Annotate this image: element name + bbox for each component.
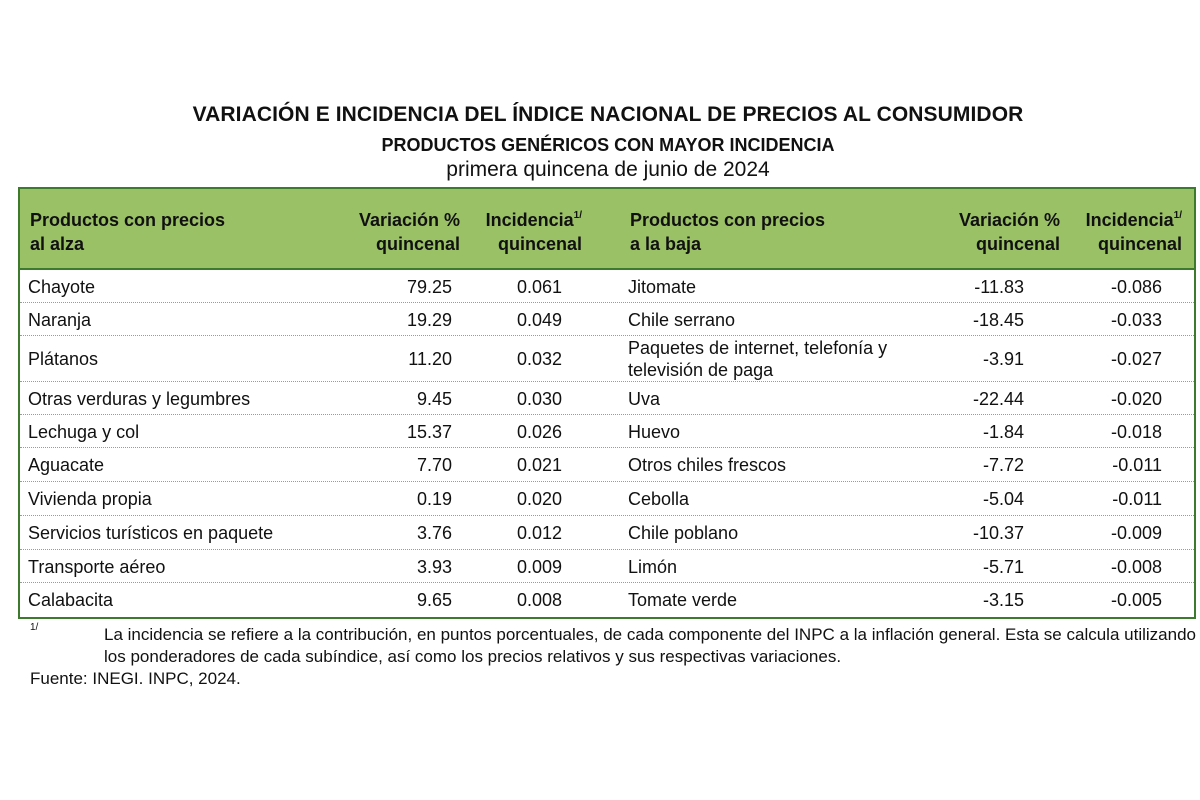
cell-up-product: Transporte aéreo [28,557,166,577]
cell-down-product: Huevo [628,422,681,442]
cell-up-product: Vivienda propia [28,489,152,509]
cell-down-incidence: -0.027 [1110,349,1162,369]
cell-down-variation: -18.45 [972,310,1024,330]
cell-down-variation: -11.83 [974,277,1024,297]
cell-up-incidence: 0.012 [516,523,562,543]
cell-down-product: Tomate verde [628,590,738,610]
header-down-products-line2: a la baja [630,234,702,254]
cell-down-product: Otros chiles frescos [628,455,787,475]
table-row [20,270,1194,303]
cell-down-variation: -5.71 [982,557,1024,577]
table-row [20,382,1194,415]
header-up-variation-line2: quincenal [375,234,460,254]
cell-down-product: Cebolla [628,489,690,509]
header-down-variation [920,208,1060,256]
cell-down-incidence: -0.033 [1110,310,1162,330]
cell-up-incidence: 0.026 [516,422,562,442]
cell-up-incidence: 0.008 [516,590,562,610]
cell-down-variation: -22.44 [972,389,1024,409]
cell-up-variation: 79.25 [406,277,452,297]
cell-up-product: Calabacita [28,590,114,610]
table-row [20,448,1194,482]
header-up-products [30,208,225,256]
cell-up-variation: 3.93 [416,557,452,577]
cell-down-product: Chile poblano [628,523,739,543]
cell-up-incidence: 0.021 [516,455,562,475]
cell-down-product [628,337,928,381]
header-down-incidence-sup: 1/ [1173,210,1182,221]
cell-down-incidence: -0.018 [1110,422,1162,442]
cell-down-incidence: -0.008 [1110,557,1162,577]
cell-up-variation: 11.20 [408,349,452,369]
table-row [20,336,1194,382]
footnote-mark: 1/ [30,622,39,633]
title-line-3: primera quincena de junio de 2024 [446,158,770,181]
cell-down-incidence: -0.009 [1110,523,1162,543]
header-down-variation-line1: Variación % [958,210,1060,230]
cell-up-product: Otras verduras y legumbres [28,389,251,409]
table-row [20,516,1194,550]
cell-down-variation: -1.84 [982,422,1024,442]
cell-down-product: Jitomate [628,277,697,297]
cell-up-incidence: 0.009 [516,557,562,577]
header-down-products-line1: Productos con precios [630,210,826,230]
header-up-variation-line1: Variación % [358,210,460,230]
cell-down-variation: -7.72 [982,455,1024,475]
cell-down-product: Chile serrano [628,310,736,330]
cell-up-product: Lechuga y col [28,422,140,442]
cell-down-product: Uva [628,389,661,409]
cell-down-variation: -3.91 [982,349,1024,369]
cell-up-variation: 9.65 [416,590,452,610]
cell-down-product-line1: Paquetes de internet, telefonía y [628,338,888,358]
table-row [20,482,1194,516]
cell-down-variation: -3.15 [982,590,1024,610]
table-row [20,303,1194,336]
header-up-incidence-line2: quincenal [497,234,582,254]
cell-down-variation: -10.37 [972,523,1024,543]
table-row [20,550,1194,583]
title-line-1: VARIACIÓN E INCIDENCIA DEL ÍNDICE NACIONAL DE PRECIOS AL CONSUMIDOR [192,103,1024,126]
title-line-2: PRODUCTOS GENÉRICOS CON MAYOR INCIDENCIA [381,135,835,155]
cell-up-incidence: 0.049 [516,310,562,330]
header-down-incidence-line2: quincenal [1097,234,1182,254]
footnote-text: La incidencia se refiere a la contribución, en puntos porcentuales, de cada componente del INPC a la inflación general. Esta se calcula utilizando los ponderadores de cada subíndice, así como los precios relativos y sus respectivas variaciones. [104,625,1196,666]
cell-down-product-line2: televisión de paga [628,360,774,380]
header-up-incidence-sup: 1/ [573,210,582,221]
header-up-products-line2: al alza [30,234,85,254]
header-up-incidence [460,208,582,256]
table-header [20,189,1194,270]
cell-up-product: Naranja [28,310,92,330]
cell-up-incidence: 0.032 [516,349,562,369]
cell-up-incidence: 0.020 [516,489,562,509]
price-table [18,187,1196,619]
cell-down-incidence: -0.005 [1110,590,1162,610]
cell-down-incidence: -0.011 [1112,489,1162,509]
table-row [20,415,1194,448]
cell-up-variation: 15.37 [406,422,452,442]
cell-up-variation: 7.70 [416,455,452,475]
header-down-incidence-label: Incidencia [1085,210,1174,230]
header-up-incidence-label: Incidencia [485,210,574,230]
header-down-products [630,208,825,256]
cell-up-product: Chayote [28,277,96,297]
header-down-variation-line2: quincenal [975,234,1060,254]
header-up-variation [320,208,460,256]
cell-down-incidence: -0.011 [1112,455,1162,475]
cell-up-incidence: 0.030 [516,389,562,409]
header-up-products-line1: Productos con precios [30,210,226,230]
cell-up-variation: 3.76 [416,523,452,543]
cell-up-incidence: 0.061 [516,277,562,297]
cell-up-product: Servicios turísticos en paquete [28,523,274,543]
cell-down-incidence: -0.086 [1110,277,1162,297]
cell-up-variation: 0.19 [416,489,452,509]
cell-up-product: Plátanos [28,349,99,369]
cell-down-variation: -5.04 [982,489,1024,509]
source-note: Fuente: INEGI. INPC, 2024. [30,669,241,688]
cell-up-variation: 9.45 [416,389,452,409]
header-down-incidence [1060,208,1182,256]
cell-up-variation: 19.29 [406,310,452,330]
cell-down-product: Limón [628,557,678,577]
table-row [20,583,1194,616]
cell-up-product: Aguacate [28,455,105,475]
cell-down-incidence: -0.020 [1110,389,1162,409]
